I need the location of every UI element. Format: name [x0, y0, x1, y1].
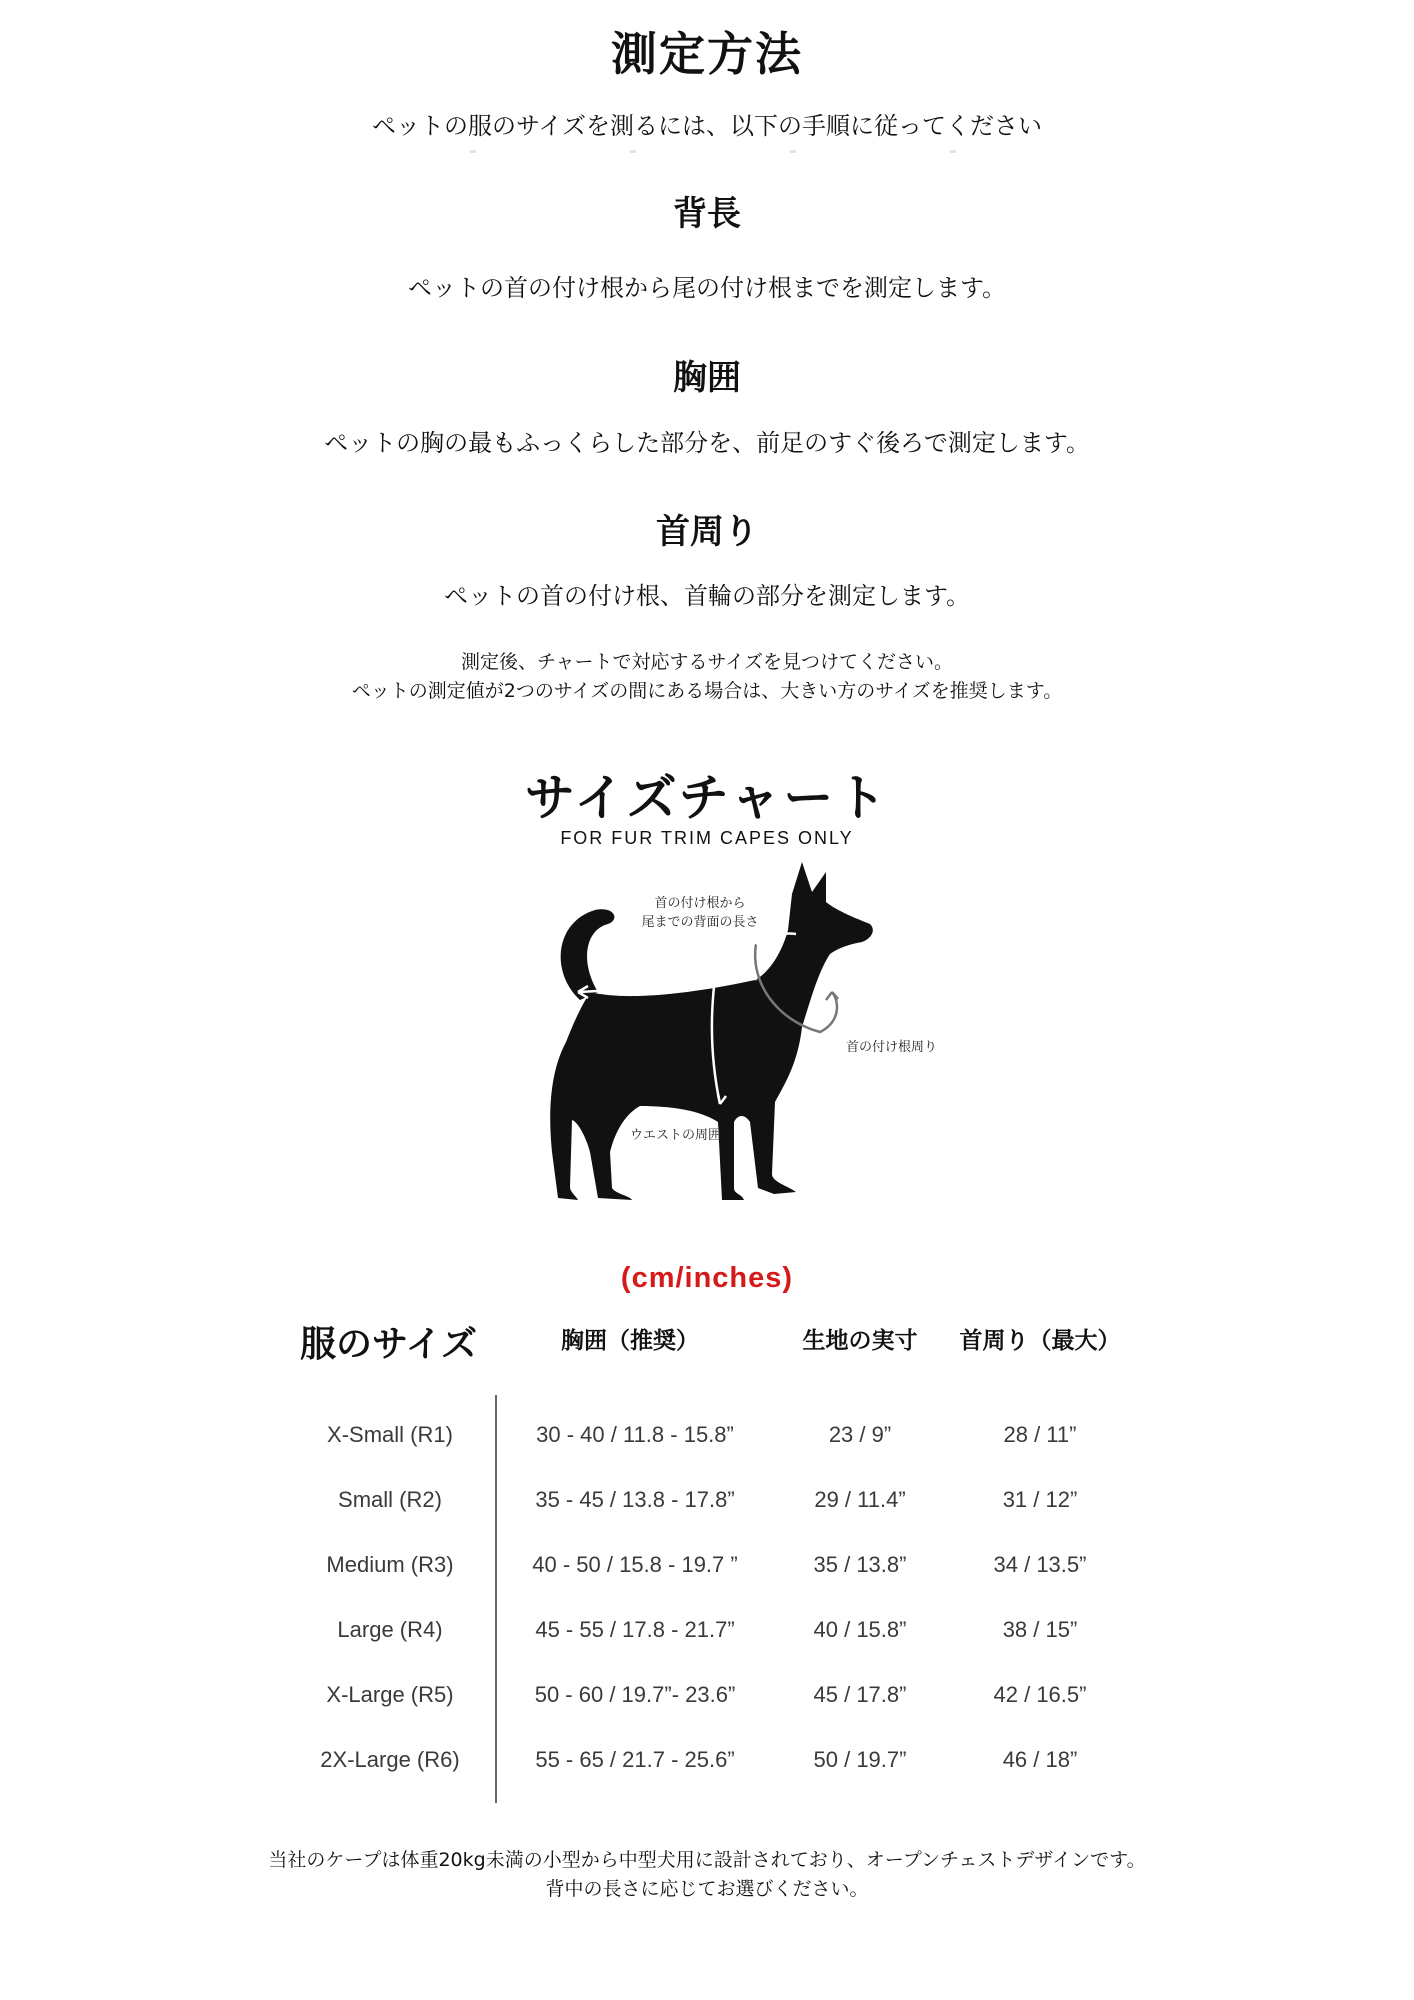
table-header-chest: 胸囲（推奨） — [561, 1328, 699, 1354]
section-title-neck: 首周り — [656, 512, 758, 552]
units-label: (cm/inches) — [620, 1262, 794, 1294]
annotation-back-length — [620, 892, 780, 930]
cell-size: Large (R4) — [337, 1617, 443, 1642]
intro-text: ペットの服のサイズを測るには、以下の手順に従ってください — [371, 112, 1043, 140]
measurement-note — [0, 648, 1414, 706]
cell-chest: 35 - 45 / 13.8 - 17.8” — [535, 1487, 735, 1512]
cell-chest: 55 - 65 / 21.7 - 25.6” — [535, 1747, 735, 1772]
cell-neck: 31 / 12” — [1002, 1487, 1078, 1512]
section-text-chest: ペットの胸の最もふっくらした部分を、前足のすぐ後ろで測定します。 — [324, 429, 1090, 457]
footer-line: 当社のケープは体重20kg未満の小型から中型犬用に設計されており、オープンチェストデザインです。 — [268, 1849, 1146, 1871]
page-title: 測定方法 — [611, 27, 803, 81]
cell-neck: 34 / 13.5” — [993, 1552, 1087, 1577]
section-title-chest: 胸囲 — [673, 358, 741, 398]
table-header-fabric: 生地の実寸 — [802, 1328, 918, 1354]
table-row — [0, 1422, 1414, 1462]
footer-note — [0, 1846, 1414, 1904]
note-line: ペットの測定値が2つのサイズの間にある場合は、大きい方のサイズを推奨します。 — [351, 680, 1063, 702]
note-line: 測定後、チャートで対応するサイズを見つけてください。 — [461, 651, 953, 673]
section-text-neck: ペットの首の付け根、首輪の部分を測定します。 — [443, 582, 971, 610]
cell-fabric: 50 / 19.7” — [813, 1747, 907, 1772]
cell-size: Medium (R3) — [326, 1552, 454, 1577]
cell-chest: 30 - 40 / 11.8 - 15.8” — [536, 1422, 734, 1447]
cell-size: X-Large (R5) — [326, 1682, 454, 1707]
table-row — [0, 1487, 1414, 1527]
footer-line: 背中の長さに応じてお選びください。 — [545, 1878, 869, 1900]
table-row — [0, 1682, 1414, 1722]
cell-neck: 46 / 18” — [1002, 1747, 1078, 1772]
cell-neck: 42 / 16.5” — [993, 1682, 1087, 1707]
cell-fabric: 35 / 13.8” — [813, 1552, 907, 1577]
annotation-line: 首の付け根から — [654, 896, 746, 911]
cell-chest: 50 - 60 / 19.7”- 23.6” — [534, 1682, 736, 1707]
cell-chest: 45 - 55 / 17.8 - 21.7” — [535, 1617, 735, 1642]
size-chart-title: サイズチャート — [524, 769, 890, 827]
cell-size: X-Small (R1) — [327, 1422, 453, 1447]
table-header-neck: 首周り（最大） — [959, 1328, 1121, 1354]
annotation-waist: ウエストの周囲 — [630, 1128, 722, 1143]
section-title-back-length: 背長 — [673, 194, 741, 234]
annotation-line: 尾までの背面の長さ — [641, 915, 759, 930]
cell-size: 2X-Large (R6) — [320, 1747, 460, 1772]
cell-size: Small (R2) — [338, 1487, 442, 1512]
table-row — [0, 1617, 1414, 1657]
cell-neck: 28 / 11” — [1003, 1422, 1077, 1447]
size-chart-subtitle: FOR FUR TRIM CAPES ONLY — [560, 828, 854, 848]
cell-chest: 40 - 50 / 15.8 - 19.7 ” — [532, 1552, 738, 1577]
section-text-back-length: ペットの首の付け根から尾の付け根までを測定します。 — [407, 274, 1007, 302]
table-row — [0, 1747, 1414, 1787]
cell-fabric: 29 / 11.4” — [814, 1487, 906, 1512]
annotation-neck: 首の付け根周り — [846, 1040, 938, 1055]
dog-measurement-illustration — [520, 852, 960, 1237]
faded-divider — [470, 150, 1090, 153]
cell-fabric: 40 / 15.8” — [813, 1617, 907, 1642]
table-row — [0, 1552, 1414, 1592]
cell-fabric: 23 / 9” — [828, 1422, 892, 1447]
cell-fabric: 45 / 17.8” — [813, 1682, 907, 1707]
cell-neck: 38 / 15” — [1002, 1617, 1078, 1642]
table-header-size: 服のサイズ — [300, 1324, 478, 1365]
